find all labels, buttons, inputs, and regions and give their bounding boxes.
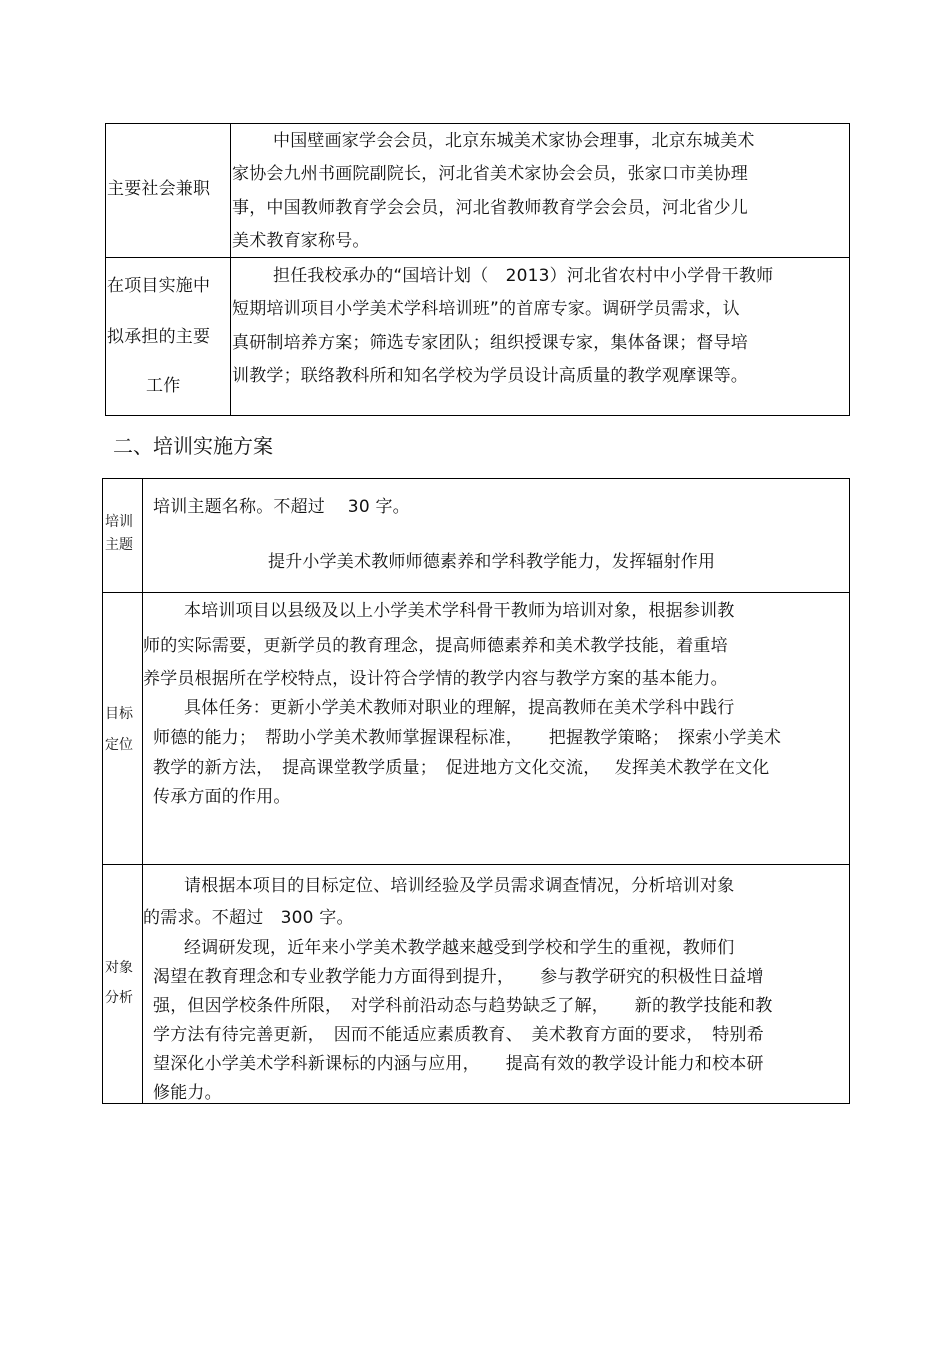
goal-line: 教学的新方法， 提高课堂教学质量； 促进地方文化交流， 发挥美术教学在文化 bbox=[153, 758, 770, 778]
column-divider bbox=[230, 124, 231, 415]
goal-line: 师的实际需要，更新学员的教育理念，提高师德素养和美术教学技能，着重培 bbox=[143, 636, 728, 656]
goal-line: 师德的能力； 帮助小学美术教师掌握课程标准， 把握教学策略； 探索小学美术 bbox=[153, 728, 782, 748]
training-plan-table bbox=[102, 478, 850, 1104]
row-divider bbox=[103, 592, 849, 593]
theme-prompt: 培训主题名称。不超过 30 字。 bbox=[153, 497, 410, 517]
section-heading: 二、培训实施方案 bbox=[113, 434, 273, 458]
goal-line: 本培训项目以县级及以上小学美术学科骨干教师为培训对象，根据参训教 bbox=[184, 601, 735, 621]
analysis-label: 对象 bbox=[105, 960, 133, 976]
social-roles-line: 美术教育家称号。 bbox=[232, 231, 370, 251]
analysis-label: 分析 bbox=[105, 990, 133, 1006]
project-duty-line: 真研制培养方案；筛选专家团队；组织授课专家，集体备课；督导培 bbox=[232, 333, 748, 353]
analysis-line: 的需求。不超过 300 字。 bbox=[143, 908, 354, 928]
analysis-line: 经调研发现，近年来小学美术教学越来越受到学校和学生的重视，教师们 bbox=[184, 938, 735, 958]
goal-label: 定位 bbox=[105, 737, 133, 753]
project-duty-line: 训教学；联络教科所和知名学校为学员设计高质量的教学观摩课等。 bbox=[232, 366, 748, 386]
social-roles-label: 主要社会兼职 bbox=[107, 179, 211, 199]
goal-label: 目标 bbox=[105, 706, 133, 722]
analysis-line: 强，但因学校条件所限， 对学科前沿动态与趋势缺乏了解， 新的教学技能和教 bbox=[153, 996, 773, 1016]
theme-label: 主题 bbox=[105, 537, 133, 553]
social-roles-line: 中国壁画家学会会员，北京东城美术家协会理事，北京东城美术 bbox=[273, 131, 755, 151]
analysis-line: 请根据本项目的目标定位、培训经验及学员需求调查情况，分析培训对象 bbox=[184, 876, 735, 896]
project-duty-line: 担任我校承办的“国培计划（ 2013）河北省农村中小学骨干教师 bbox=[273, 266, 774, 286]
project-duty-label: 在项目实施中 bbox=[107, 276, 211, 296]
analysis-line: 渴望在教育理念和专业教学能力方面得到提升， 参与教学研究的积极性日益增 bbox=[153, 967, 764, 987]
row-divider bbox=[103, 864, 849, 865]
social-roles-line: 事，中国教师教育学会会员，河北省教师教育学会会员，河北省少儿 bbox=[232, 198, 748, 218]
project-duty-label: 拟承担的主要 bbox=[107, 327, 211, 347]
goal-line: 传承方面的作用。 bbox=[153, 787, 291, 807]
theme-value: 提升小学美术教师师德素养和学科教学能力，发挥辐射作用 bbox=[268, 552, 716, 572]
goal-line: 养学员根据所在学校特点，设计符合学情的教学内容与教学方案的基本能力。 bbox=[143, 669, 728, 689]
column-divider bbox=[142, 479, 143, 1103]
analysis-line: 修能力。 bbox=[153, 1083, 222, 1103]
theme-label: 培训 bbox=[105, 514, 133, 530]
goal-line: 具体任务：更新小学美术教师对职业的理解，提高教师在美术学科中践行 bbox=[184, 698, 735, 718]
project-duty-label: 工作 bbox=[146, 376, 181, 396]
analysis-line: 望深化小学美术学科新课标的内涵与应用， 提高有效的教学设计能力和校本研 bbox=[153, 1054, 764, 1074]
project-duty-line: 短期培训项目小学美术学科培训班”的首席专家。调研学员需求，认 bbox=[232, 299, 740, 319]
social-roles-line: 家协会九州书画院副院长，河北省美术家协会会员，张家口市美协理 bbox=[232, 164, 748, 184]
member-info-table bbox=[105, 123, 850, 416]
row-divider bbox=[106, 257, 849, 258]
analysis-line: 学方法有待完善更新， 因而不能适应素质教育、 美术教育方面的要求， 特别希 bbox=[153, 1025, 764, 1045]
